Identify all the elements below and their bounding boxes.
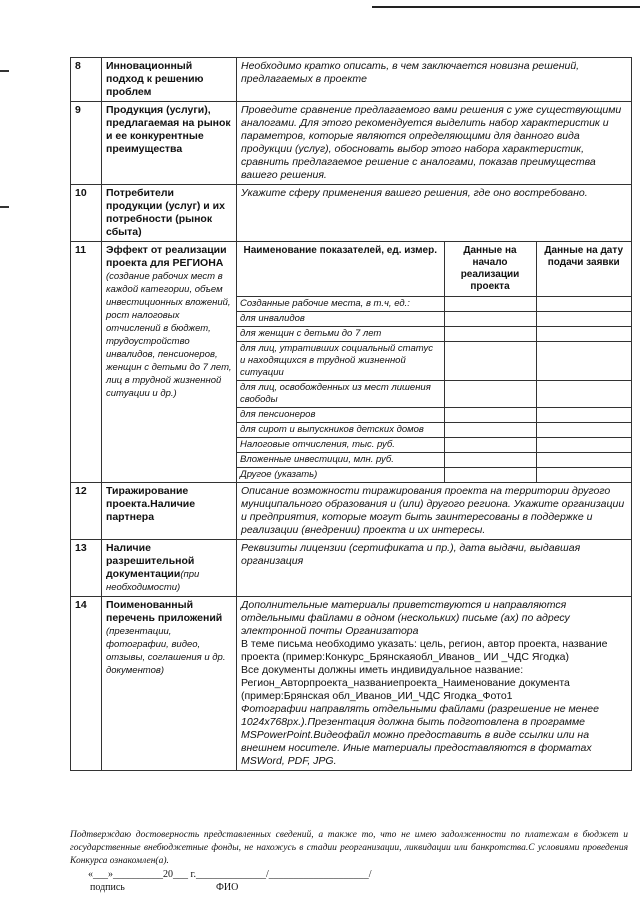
- effect-indicator: для лиц, утративших социальный статус и находящихся в трудной жизненной ситуации: [237, 342, 444, 381]
- table-row: [71, 597, 632, 771]
- effect-row: [237, 381, 631, 408]
- effect-row: [237, 423, 631, 438]
- effect-row: [237, 342, 631, 381]
- effect-row: [237, 297, 631, 312]
- effect-indicator: для сирот и выпускников детских домов: [237, 423, 444, 438]
- table-row: [71, 102, 632, 185]
- start-value-cell[interactable]: [444, 468, 536, 483]
- effect-indicator: для инвалидов: [237, 312, 444, 327]
- start-value-cell[interactable]: [444, 423, 536, 438]
- application-value-cell[interactable]: [536, 342, 631, 381]
- row-number: 10: [71, 185, 102, 242]
- criterion-description: Необходимо кратко описать, в чем заключается новизна решений, предлагаемых в проекте: [237, 58, 632, 102]
- start-value-cell[interactable]: [444, 312, 536, 327]
- application-value-cell[interactable]: [536, 408, 631, 423]
- application-value-cell[interactable]: [536, 438, 631, 453]
- criterion-description: [237, 597, 632, 771]
- criterion-description: Укажите сферу применения вашего решения, где оно востребовано.: [237, 185, 632, 242]
- application-value-cell[interactable]: [536, 453, 631, 468]
- table-row: [71, 242, 632, 483]
- criterion-label: Инновационный подход к решению проблем: [102, 58, 237, 102]
- criterion-note: (создание рабочих мест в каждой категории, объем инвестиционных вложений, рост налоговых отчислений в бюджет, трудоустройство инвалидов, пенсионеров, женщин с детьми до 7 лет, лиц в трудной жизненной ситуации и др.): [106, 271, 232, 399]
- table-row: [71, 483, 632, 540]
- table-row: [71, 185, 632, 242]
- effect-indicators-cell: [237, 242, 632, 483]
- start-value-cell[interactable]: [444, 408, 536, 423]
- header-start-data: Данные на начало реализации проекта: [444, 242, 536, 297]
- application-value-cell[interactable]: [536, 423, 631, 438]
- description-line: Дополнительные материалы приветствуются и направляются отдельными файлами в одном (нескольких) письме (ах) по адресу электронной почты Организатора: [241, 599, 570, 637]
- application-value-cell[interactable]: [536, 327, 631, 342]
- name-label: ФИО: [216, 882, 239, 893]
- effect-indicator: для пенсионеров: [237, 408, 444, 423]
- application-value-cell[interactable]: [536, 312, 631, 327]
- effect-row: [237, 312, 631, 327]
- start-value-cell[interactable]: [444, 453, 536, 468]
- criterion-label: [102, 597, 237, 771]
- criterion-label: Потребители продукции (услуг) и их потребности (рынок сбыта): [102, 185, 237, 242]
- criterion-label: Тиражирование проекта.Наличие партнера: [102, 483, 237, 540]
- table-row: [71, 540, 632, 597]
- margin-mark: [0, 70, 9, 72]
- signature-line[interactable]: «___»__________20___ г.______________/____________________/: [88, 869, 372, 880]
- effect-header-row: [237, 242, 631, 297]
- criterion-title: Эффект от реализации проекта для РЕГИОНА: [106, 244, 227, 269]
- top-border-line: [372, 6, 640, 8]
- table-row: [71, 58, 632, 102]
- signature-label: подпись: [90, 882, 125, 893]
- start-value-cell[interactable]: [444, 342, 536, 381]
- criterion-title: Наличие разрешительной документации: [106, 542, 195, 580]
- row-number: 11: [71, 242, 102, 483]
- application-value-cell[interactable]: [536, 297, 631, 312]
- criterion-label: [102, 242, 237, 483]
- header-application-data: Данные на дату подачи заявки: [536, 242, 631, 297]
- header-indicator-name: Наименование показателей, ед. измер.: [237, 242, 444, 297]
- start-value-cell[interactable]: [444, 297, 536, 312]
- row-number: 14: [71, 597, 102, 771]
- effect-row: [237, 453, 631, 468]
- description-line: Регион_Авторпроекта_названиепроекта_Наименование документа (пример:Брянская обл_Иванов_ИИ_ЧДС Ягодка_Фото1: [241, 677, 570, 702]
- effect-indicator: Созданные рабочие места, в т.ч, ед.:: [237, 297, 444, 312]
- start-value-cell[interactable]: [444, 438, 536, 453]
- criterion-description: Проведите сравнение предлагаемого вами решения с уже существующими аналогами. Для этого рекомендуется выделить набор характеристик и параметров, которые являются определяющими для данного вида продукции (услуг), обосновать выбор этого набора характеристик, сравнить предлагаемое решение с аналогами, показав преимущества вашего решения.: [237, 102, 632, 185]
- criterion-label: [102, 540, 237, 597]
- effect-indicator: Налоговые отчисления, тыс. руб.: [237, 438, 444, 453]
- effect-indicator: Вложенные инвестиции, млн. руб.: [237, 453, 444, 468]
- description-line: Все документы должны иметь индивидуальное название:: [241, 664, 524, 676]
- row-number: 13: [71, 540, 102, 597]
- application-value-cell[interactable]: [536, 468, 631, 483]
- effect-indicator: для лиц, освобожденных из мест лишения свободы: [237, 381, 444, 408]
- effect-row: [237, 327, 631, 342]
- confirmation-statement: Подтверждаю достоверность представленных сведений, а также то, что не имею задолженности по платежам в бюджет и государственные внебюджетные фонды, не нахожусь в стадии реорганизации, ликвидации или банкротства.С условиями проведения Конкурса ознакомлен(а).: [70, 830, 628, 866]
- start-value-cell[interactable]: [444, 327, 536, 342]
- effect-indicator: Другое (указать): [237, 468, 444, 483]
- effect-row: [237, 468, 631, 483]
- application-value-cell[interactable]: [536, 381, 631, 408]
- criterion-title: Поименованный перечень приложений: [106, 599, 223, 624]
- row-number: 8: [71, 58, 102, 102]
- description-line: В теме письма необходимо указать: цель, регион, автор проекта, название проекта (пример:Конкурс_Брянскаяобл_Иванов_ ИИ _ЧДС Ягодка): [241, 638, 608, 663]
- row-number: 9: [71, 102, 102, 185]
- criterion-description: Описание возможности тиражирования проекта на территории другого муниципального образования и (или) другого региона. Укажите организации и предприятия, которые могут быть заинтересованы в поддержке и реализации (внедрении) проекта и их интересы.: [237, 483, 632, 540]
- start-value-cell[interactable]: [444, 381, 536, 408]
- criterion-note: (презентации, фотографии, видео, отзывы, соглашения и др. документов): [106, 626, 226, 676]
- description-line: Фотографии направлять отдельными файлами (разрешение не менее 1024x768px.).Презентация должна быть подготовлена в программе MSPowerPoint.Видеофайл можно предоставить в виде ссылки или на внешнем носителе. Иные материалы предоставляются в форматах MSWord, PDF, JPG.: [241, 703, 599, 767]
- criterion-description: Реквизиты лицензии (сертификата и пр.), дата выдачи, выдавшая организация: [237, 540, 632, 597]
- effect-row: [237, 438, 631, 453]
- criterion-label: Продукция (услуги), предлагаемая на рынок и ее конкурентные преимущества: [102, 102, 237, 185]
- effect-row: [237, 408, 631, 423]
- effect-indicators-table: [237, 242, 631, 482]
- application-form-table: [70, 57, 632, 771]
- row-number: 12: [71, 483, 102, 540]
- effect-indicator: для женщин с детьми до 7 лет: [237, 327, 444, 342]
- criterion-note: (при необходимости): [106, 569, 200, 593]
- margin-mark: [0, 206, 9, 208]
